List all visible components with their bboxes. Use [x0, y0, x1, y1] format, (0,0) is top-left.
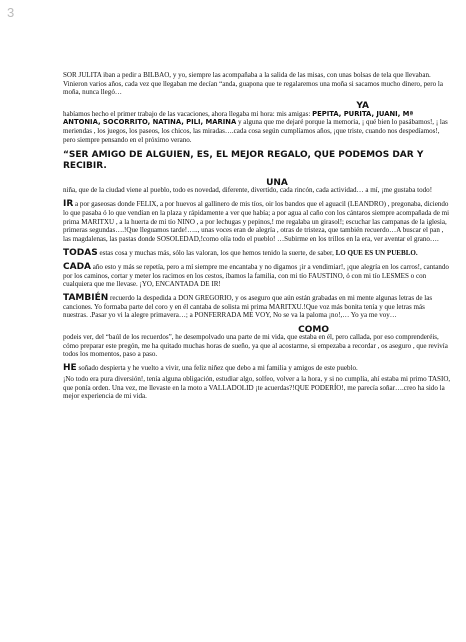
paragraph-ya-text-a: habíamos hecho el primer trabajo de las vacaciones, ahora llegaba mi hora: mis amigas: [63, 109, 313, 118]
paragraph-ir [63, 200, 451, 243]
drop-word-he: HE [63, 363, 77, 374]
paragraph-todas [63, 249, 451, 258]
paragraph-como [63, 326, 451, 359]
paragraph-todas-text: estas cosa y muchas más, sólo las valoran, los que hemos tenido la suerte, de saber, [97, 248, 336, 257]
paragraph-obligacion: ¡No todo era pura diversión!, tenía alguna obligación, estudiar algo, solfeo, volver a la hora, y si no cumplía, ahí estaba mi primo TASIO, que ponía orden. Una vez, me llevaste en la moto a VALLADOLID ¡te acuerdas?!QUE PODERÍO!, me parecía soñar….creo ha sido la mejor experiencia de mi vida. [63, 375, 451, 401]
paragraph-ya-text-b: y alguna que me dejaré porque la memoria, ¡ qué bien lo pasábamos!, ¡ las meriendas , los juegos, los paseos, los chicos, las miradas….cada cosa según cumplíamos años, ¡que triste, cuando nos despedíamos!, pero siempre pensando en el próximo verano. [63, 118, 448, 144]
friendship-quote: “SER AMIGO DE ALGUIEN, ES, EL MEJOR REGALO, QUE PODEMOS DAR Y RECIBIR. [63, 149, 424, 171]
paragraph-tambien [63, 294, 451, 320]
paragraph-sor-julita: SOR JULITA iban a pedir a BILBAO, y yo, siempre las acompañaba a la salida de las misas, con unas bolsas de tela que llevaban. Vinieron varios años, cada vez que llegaban me decían “anda, guapona que te regalaremos una moña si sacamos mucho dinero, pero la moña, nunca llegó… [63, 71, 443, 97]
paragraph-he [63, 364, 451, 373]
drop-word-cada: CADA [63, 262, 92, 272]
drop-word-como: COMO [298, 324, 329, 335]
paragraph-tambien-text: recuerdo la despedida a DON GREGORIO, y os aseguro que aún están grabadas en mi mente algunas letras de las canciones. Yo formaba parte del coro y en él cantaba de solista mi prima MARITXU.!Que voz más bonita tenía y que letras más nuestras. .Pasar yo vi la alegre primavera…; a PONFERRADA ME VOY, No se va la paloma ¡no!,… Yo ya me voy… [63, 294, 433, 320]
paragraph-he-text: soñado despierta y he vuelto a vivir, una feliz niñez que debo a mi familia y amigos de este pueblo. [76, 364, 358, 373]
drop-word-todas: TODAS [63, 247, 98, 258]
page-number: 3 [7, 5, 15, 20]
friends-names: PEPITA, PURITA, JUANI, Mª ANTONIA, SOCORRITO, NATINA, PILI, MARINA [63, 109, 414, 127]
drop-word-ya: YA [356, 101, 369, 112]
drop-word-una: UNA [266, 177, 288, 188]
pueblo-phrase: LO QUE ES UN PUEBLO. [335, 248, 418, 257]
paragraph-ir-text: a por gaseosas donde FELIX, a por huevos al gallinero de mis tíos, oir los bandos que el aguacil (LEANDRO) , pregonaba, diciendo lo que pasaba ó lo que vendían en la plaza y rápidamente a ver que había; a por agua al caño con los cántaros siempre acompañada de mi prima MARITXU , a la huerta de mi tío NINO , a por lechugas y pepinos,! me regalaba un girasol!; escuchar las campanas de la iglesia, primeras segundas….!Que lleguamos tarde!….., unas voces eran de alegría , otras de tristeza, que también recuerdo…A buscar el pan , las magdalenas, las pastas donde SOSOLEDAD,!como olía todo el pueblo! …Subirme en los trillos en la era, ver aventar el grano…. [63, 200, 450, 243]
paragraph-una [63, 179, 451, 195]
drop-word-ir: IR [63, 199, 74, 210]
document-body [63, 71, 451, 406]
paragraph-cada [63, 263, 451, 289]
drop-word-tambien: TAMBIÉN [63, 293, 109, 304]
paragraph-una-text: niña, que de la ciudad viene al pueblo, todo es novedad, diferente, divertido, cada rincón, cada actividad… a mí, ¡me gustaba todo! [63, 186, 433, 195]
paragraph-cada-text: año esto y más se repetía, pero a mí siempre me encantaba y no digamos ¡ir a vendimiar!, ¡que alegría en los carros!, cantando por los caminos, cortar y meter los racimos en los cestos, íbamos la familia, con mi tío FAUSTINO, ó con mi tío LESMES o con cualquiera que me llevase. ¡YO, ENCANTADA DE IR! [63, 263, 449, 289]
paragraph-como-text: podeis ver, del “baúl de los recuerdos”, he desempolvado una parte de mi vida, que estaba en él, pero callada, por eso comprenderéis, cómo preparar este pregón, me ha quitado muchas horas de sueño, ya que al acostarme, si empezaba a recordar , os aseguro , que revivía todos los momentos, paso a paso. [63, 333, 448, 359]
paragraph-ya [63, 102, 451, 144]
